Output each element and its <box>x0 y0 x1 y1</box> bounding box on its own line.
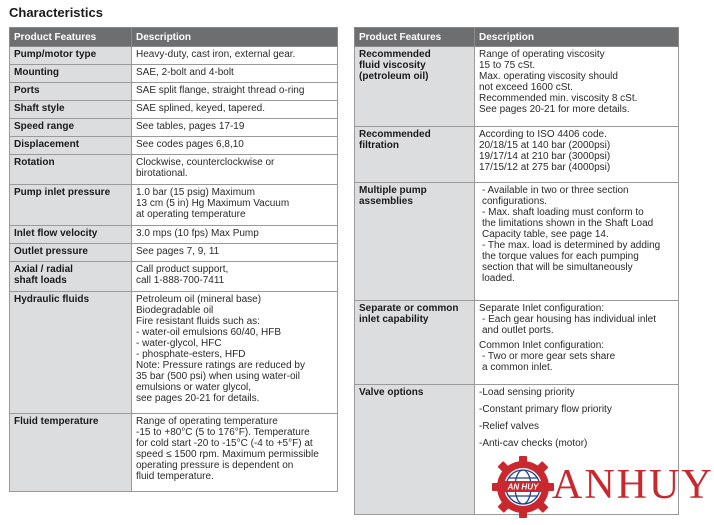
header-description: Description <box>132 28 338 47</box>
feature-cell: Recommended filtration <box>355 127 475 183</box>
feature-cell: Shaft style <box>10 101 132 119</box>
header-description: Description <box>475 28 679 47</box>
list-item: - Each gear housing has individual inlet and outlet ports. <box>482 314 656 336</box>
description-cell: See codes pages 6,8,10 <box>132 137 338 155</box>
table-row <box>355 183 679 301</box>
table-row <box>10 185 338 226</box>
table-row <box>10 47 338 65</box>
table-row <box>10 292 338 414</box>
description-cell: SAE, 2-bolt and 4-bolt <box>132 65 338 83</box>
table-row <box>10 226 338 244</box>
feature-cell: Speed range <box>10 119 132 137</box>
feature-cell: Displacement <box>10 137 132 155</box>
feature-cell: Outlet pressure <box>10 244 132 262</box>
description-cell: Call product support, call 1-888-700-7411 <box>132 262 338 292</box>
logo-badge-text: AN HUY <box>507 482 539 492</box>
list-item: - Available in two or three section configurations. <box>482 185 629 207</box>
header-product-features: Product Features <box>355 28 475 47</box>
header-product-features: Product Features <box>10 28 132 47</box>
description-cell: According to ISO 4406 code. 20/18/15 at 140 bar (2000psi) 19/17/14 at 210 bar (3000psi) 17/15/12 at 275 bar (4000psi) <box>475 127 679 183</box>
gear-globe-icon <box>490 453 556 519</box>
description-cell: Range of operating viscosity 15 to 75 cSt. Max. operating viscosity should not exceed 1600 cSt. Recommended min. viscosity 8 cSt. See pages 20-21 for more details. <box>475 47 679 127</box>
table-row <box>355 47 679 127</box>
description-cell: See tables, pages 17-19 <box>132 119 338 137</box>
page-title: Characteristics <box>9 5 103 20</box>
table-row <box>10 262 338 292</box>
characteristics-table-left <box>9 27 338 492</box>
description-cell: Separate Inlet configuration: - Each gear housing has individual inlet and outlet ports. Common Inlet configuration: - Two or more gear sets share a common inlet. <box>475 301 679 385</box>
description-cell: See pages 7, 9, 11 <box>132 244 338 262</box>
list-item: -Anti-cav checks (motor) <box>479 438 588 449</box>
feature-cell: Axial / radial shaft loads <box>10 262 132 292</box>
table-row <box>10 155 338 185</box>
description-cell: SAE splined, keyed, tapered. <box>132 101 338 119</box>
description-cell: Clockwise, counterclockwise or birotational. <box>132 155 338 185</box>
feature-cell: Recommended fluid viscosity (petroleum oil) <box>355 47 475 127</box>
feature-cell: Pump inlet pressure <box>10 185 132 226</box>
characteristics-table-right <box>354 27 679 515</box>
description-cell: 1.0 bar (15 psig) Maximum 13 cm (5 in) Hg Maximum Vacuum at operating temperature <box>132 185 338 226</box>
feature-cell: Rotation <box>10 155 132 185</box>
logo-brand-text: ANHUY <box>552 462 714 508</box>
table-header-row <box>10 28 338 47</box>
feature-cell: Multiple pump assemblies <box>355 183 475 301</box>
description-cell <box>475 183 679 301</box>
description-cell: Petroleum oil (mineral base) Biodegradable oil Fire resistant fluids such as: - water-oil emulsions 60/40, HFB - water-glycol, HFC - phosphate-esters, HFD Note: Pressure ratings are reduced by 35 bar (500 psi) when using water-oil emulsions or water glycol, see pages 20-21 for details. <box>132 292 338 414</box>
feature-cell: Fluid temperature <box>10 414 132 492</box>
description-cell: Range of operating temperature -15 to +80°C (5 to 176°F). Temperature for cold start -20 to -15°C (-4 to +5°F) at speed ≤ 1500 rpm. Maximum permissible operating pressure is dependent on fluid temperature. <box>132 414 338 492</box>
table-row <box>355 127 679 183</box>
table-row <box>10 101 338 119</box>
feature-cell: Hydraulic fluids <box>10 292 132 414</box>
list-item: - The max. load is determined by adding the torque values for each pumping section that will be simultaneously loaded. <box>482 240 661 284</box>
list-item: -Constant primary flow priority <box>479 404 612 415</box>
table-row <box>10 414 338 492</box>
feature-cell: Valve options <box>355 385 475 515</box>
table-row <box>10 137 338 155</box>
feature-cell: Separate or common inlet capability <box>355 301 475 385</box>
description-cell: SAE split flange, straight thread o-ring <box>132 83 338 101</box>
table-row <box>10 65 338 83</box>
table-row <box>10 83 338 101</box>
table-row <box>10 244 338 262</box>
description-cell: Heavy-duty, cast iron, external gear. <box>132 47 338 65</box>
table-row <box>10 119 338 137</box>
list-item: -Relief valves <box>479 421 540 432</box>
table-header-row <box>355 28 679 47</box>
anhuy-logo <box>490 453 714 519</box>
feature-cell: Inlet flow velocity <box>10 226 132 244</box>
list-item: - Two or more gear sets share a common inlet. <box>482 351 616 373</box>
list-item: -Load sensing priority <box>479 387 575 398</box>
feature-cell: Ports <box>10 83 132 101</box>
feature-cell: Pump/motor type <box>10 47 132 65</box>
table-row <box>355 301 679 385</box>
description-cell: 3.0 mps (10 fps) Max Pump <box>132 226 338 244</box>
list-item: - Max. shaft loading must conform to the limitations shown in the Shaft Load Capacity table, see page 14. <box>482 207 654 240</box>
feature-cell: Mounting <box>10 65 132 83</box>
